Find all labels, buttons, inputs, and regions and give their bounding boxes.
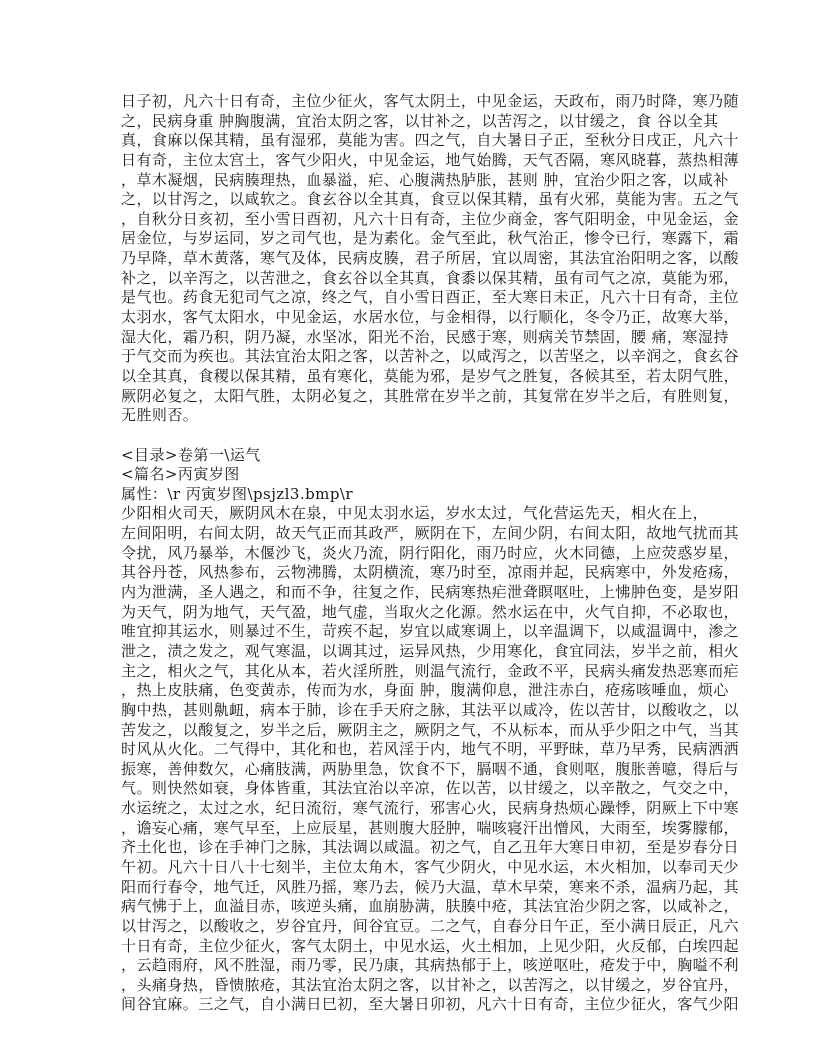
text-line: 间谷宜麻。三之气，自小满日巳初，至大暑日卯初，凡六十日有奇，主位少征火，客气少阳: [121, 995, 740, 1014]
attribute-line: 属性：\r 丙寅岁图\psjzl3.bmp\r: [121, 484, 354, 503]
text-line: 泄之，渍之发之，观气寒温，以调其过，运异风热，少用寒化，食宜同法，岁半之前，相火: [121, 641, 740, 660]
text-line: 少阳相火司天，厥阴风木在泉，中见太羽水运，岁水太过，气化营运先天，相火在上，: [121, 504, 709, 523]
text-line: 水运统之，太过之水，纪日流衍，寒气流行，邪害心火，民病身热烦心躁悸，阴厥上下中寒: [121, 799, 740, 818]
catalog-heading: <目录>卷第一\运气: [121, 445, 261, 464]
text-line: ，热上皮肤痛，色变黄赤，传而为水，身面 肿，腹满仰息，泄注赤白，疮疡咳唾血，烦心: [121, 681, 729, 700]
text-line: ，谵妄心痛，寒气早至，上应辰星，甚则腹大胫肿，喘咳寝汗出憎风，大雨至，埃雾朦郁，: [121, 818, 740, 837]
text-line: 病气怫于上，血溢目赤，咳逆头痛，血崩胁满，肤腠中疮，其法宜治少阴之客，以咸补之，: [121, 897, 740, 916]
text-line: 是气也。药食无犯司气之凉，终之气，自小雪日酉正，至大寒日未正，凡六十日有奇，主位: [121, 288, 740, 307]
text-line: 苦发之，以酸复之，岁半之后，厥阴主之，厥阴之气，不从标本，而从乎少阳之中气，当其: [121, 720, 740, 739]
text-line: ，头痛身热，昏愦脓疮，其法宜治太阴之客，以甘补之，以苦泻之，以甘缓之，岁谷宜丹，: [121, 975, 740, 994]
text-line: 左间阳明，右间太阴，故天气正而其政严，厥阴在下，左间少阴，右间太阳，故地气扰而其: [121, 524, 740, 543]
section-2-body: [121, 504, 740, 1015]
text-line: 令扰，风乃暴举，木偃沙飞，炎火乃流，阴行阳化，雨乃时应，火木同德，上应荧惑岁星，: [121, 543, 740, 562]
section-1-body: [121, 92, 740, 426]
text-line: 真，食麻以保其精，虽有湿邪，莫能为害。四之气，自大暑日子正，至秋分日戌正，凡六十: [121, 131, 740, 150]
text-line: 其谷丹苍，风热参布，云物沸腾，太阴横流，寒乃时至，凉雨并起，民病寒中，外发疮疡，: [121, 563, 740, 582]
text-line: ，自秋分日亥初，至小雪日酉初，凡六十日有奇，主位少商金，客气阳明金，中见金运，金: [121, 209, 740, 228]
blank-line: [121, 426, 701, 446]
text-line: 湿大化，霜乃积，阴乃凝，水坚冰，阳光不治，民感于寒，则病关节禁固，腰 痛，寒湿持: [121, 327, 729, 346]
text-line: 之，民病身重 肿胸腹满，宜治太阴之客，以甘补之，以苦泻之，以甘缓之，食 谷以全其: [121, 111, 719, 130]
text-line: 振寒，善伸数欠，心痛肢满，两胁里急，饮食不下，膈咽不通，食则呕，腹胀善噫，得后与: [121, 759, 740, 778]
text-line: 日有奇，主位太宫土，客气少阳火，中见金运，地气始腾，天气否隔，寒风晓暮，蒸热相薄: [121, 150, 740, 169]
text-line: 阳而行春令，地气迁，风胜乃摇，寒乃去，候乃大温，草木早荣，寒来不杀，温病乃起，其: [121, 877, 740, 896]
text-line: 乃早降，草木黄落，寒气及体，民病皮腠，君子所居，宜以周密，其法宜治阳明之客，以酸: [121, 249, 740, 268]
text-line: 日子初，凡六十日有奇，主位少征火，客气太阴土，中见金运，天政布，雨乃时降，寒乃随: [121, 92, 740, 110]
text-line: 太羽水，客气太阳水，中见金运，水居水位，与金相得，以行顺化，冬令乃正，故寒大举，: [121, 308, 740, 327]
text-line: 之，以甘泻之，以咸软之。食玄谷以全其真，食豆以保其精，虽有火邪，莫能为害。五之气: [121, 190, 740, 209]
text-line: 于气交而为疾也。其法宜治太阳之客，以苦补之，以咸泻之，以苦坚之，以辛润之，食玄谷: [121, 347, 740, 366]
text-line: 十日有奇，主位少征火，客气太阴土，中见水运，火土相加，上见少阳，火反郁，白埃四起: [121, 936, 740, 955]
text-line: 无胜则否。: [121, 406, 199, 425]
text-line: 以全其真，食稷以保其精，虽有寒化，莫能为邪，是岁气之胜复，各候其至，若太阴气胜，: [121, 366, 740, 385]
text-line: 居金位，与岁运同，岁之司气也，是为素化。金气至此，秋气治正，惨令已行，寒露下，霜: [121, 229, 740, 248]
chapter-name-heading: <篇名>丙寅岁图: [121, 465, 240, 484]
text-line: 时风从火化。二气得中，其化和也，若风淫于内，地气不明，平野昧，草乃早秀，民病洒洒: [121, 740, 740, 759]
text-line: 补之，以辛泻之，以苦泄之，食玄谷以全其真，食黍以保其精，虽有司气之凉，莫能为邪，: [121, 268, 740, 287]
text-line: 午初。凡六十日八十七刻半，主位太角木，客气少阴火，中见水运，木火相加，以奉司天少: [121, 857, 740, 876]
text-line: ，云趋雨府，风不胜湿，雨乃零，民乃康，其病热郁于上，咳逆呕吐，疮发于中，胸嗌不利: [121, 956, 740, 975]
text-line: 胸中热，甚则鼽衄，病本于肺，诊在手天府之脉，其法平以咸冷，佐以苦甘，以酸收之，以: [121, 700, 740, 719]
text-line: 唯宜抑其运水，则暴过不生，苛疾不起，岁宜以咸寒调上，以辛温调下，以咸温调中，渗之: [121, 622, 740, 641]
text-line: ，草木凝烟，民病腠理热，血暴溢，疟、心腹满热胪胀，甚则 肿，宜治少阳之客，以咸补: [121, 170, 729, 189]
text-line: 气。则快然如衰，身体皆重，其法宜治以辛凉，佐以苦，以甘缓之，以辛散之，气交之中，: [121, 779, 740, 798]
text-line: 齐土化也，诊在手神门之脉，其法调以咸温。初之气，自乙丑年大寒日申初，至是岁春分日: [121, 838, 740, 857]
document-page: [121, 92, 740, 1015]
text-line: 为天气，阴为地气，天气盈，地气虚，当取火之化源。然水运在中，火气自抑，不必取也，: [121, 602, 740, 621]
text-line: 主之，相火之气，其化从本，若火淫所胜，则温气流行，金政不平，民病头痛发热恶寒而疟: [121, 661, 740, 680]
text-line: 内为泄满，圣人遇之，和而不争，往复之作，民病寒热疟泄聋瞑呕吐，上怫肿色变，是岁阳: [121, 583, 740, 602]
text-line: 以甘泻之，以酸收之，岁谷宜丹，间谷宜豆。二之气，自春分日午正，至小满日辰正，凡六: [121, 916, 740, 935]
text-line: 厥阴必复之，太阳气胜，太阴必复之，其胜常在岁半之前，其复常在岁半之后，有胜则复，: [121, 386, 740, 405]
